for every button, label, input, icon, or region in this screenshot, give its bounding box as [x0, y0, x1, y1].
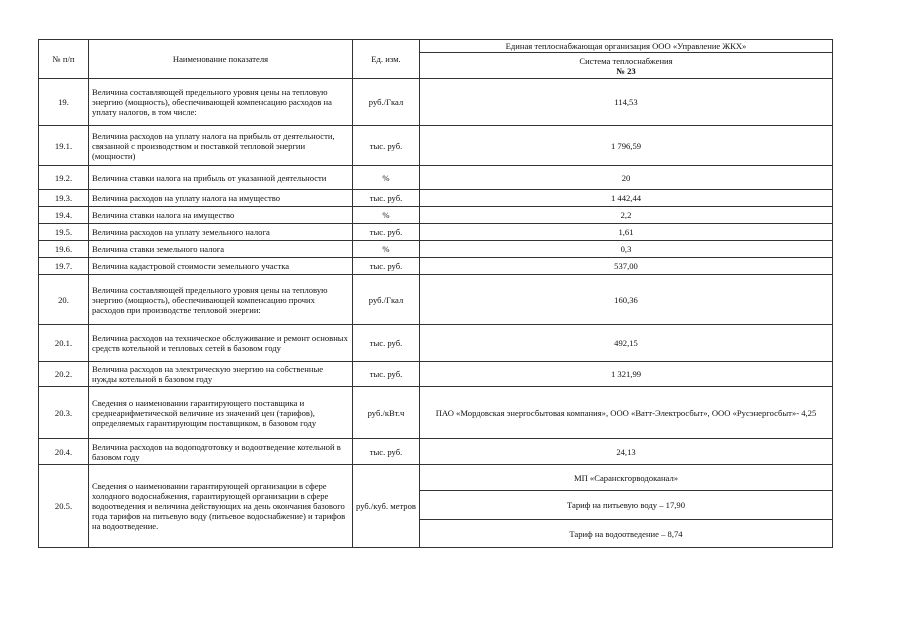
- table-row: [39, 387, 833, 439]
- row-value: 492,15: [420, 325, 833, 362]
- row-name: Величина ставки земельного налога: [89, 241, 353, 258]
- system-label: Система теплоснабжения: [579, 55, 673, 66]
- row-num: 20.3.: [39, 387, 89, 439]
- row-unit: тыс. руб.: [353, 126, 420, 166]
- table-row: [39, 224, 833, 241]
- header-org: Единая теплоснабжающая организация ООО «Управление ЖКХ»: [420, 40, 833, 53]
- row-name: Величина расходов на водоподготовку и водоотведение котельной в базовом году: [89, 439, 353, 465]
- row-name: Величина ставки налога на прибыль от указанной деятельности: [89, 166, 353, 190]
- table-row: [39, 207, 833, 224]
- row-value: 1 796,59: [420, 126, 833, 166]
- row-value: 1,61: [420, 224, 833, 241]
- row-num: 19.1.: [39, 126, 89, 166]
- row-value: 1 442,44: [420, 190, 833, 207]
- header-name: Наименование показателя: [89, 40, 353, 79]
- table-row: [39, 126, 833, 166]
- row-num: 20.2.: [39, 362, 89, 387]
- row-num: 19.2.: [39, 166, 89, 190]
- header-unit: Ед. изм.: [353, 40, 420, 79]
- table-row: [39, 275, 833, 325]
- row-num: 19.5.: [39, 224, 89, 241]
- row-unit: руб./Гкал: [353, 275, 420, 325]
- row-num: 19.: [39, 79, 89, 126]
- row-value: 20: [420, 166, 833, 190]
- row-num: 19.7.: [39, 258, 89, 275]
- row-value: ПАО «Мордовская энергосбытовая компания», ООО «Ватт-Электросбыт», ООО «Русэнергосбыт»- 4,25: [420, 387, 833, 439]
- row-value: 2,2: [420, 207, 833, 224]
- table-row: [39, 166, 833, 190]
- row-unit: тыс. руб.: [353, 362, 420, 387]
- row-unit: руб./кВт.ч: [353, 387, 420, 439]
- row-unit: тыс. руб.: [353, 325, 420, 362]
- row-unit: руб./куб. метров: [353, 465, 420, 548]
- row-name: Величина расходов на уплату земельного налога: [89, 224, 353, 241]
- header-num: № п/п: [39, 40, 89, 79]
- table-row: [39, 439, 833, 465]
- row-name: Величина расходов на техническое обслуживание и ремонт основных средств котельной и тепловых сетей в базовом году: [89, 325, 353, 362]
- row-num: 20.4.: [39, 439, 89, 465]
- table-row: [39, 325, 833, 362]
- table-row: [39, 258, 833, 275]
- table-row: [39, 79, 833, 126]
- row-value: 0,3: [420, 241, 833, 258]
- row-name: Величина расходов на электрическую энергию на собственные нужды котельной в базовом году: [89, 362, 353, 387]
- row-num: 19.6.: [39, 241, 89, 258]
- row-name: Величина расходов на уплату налога на имущество: [89, 190, 353, 207]
- row-value: 537,00: [420, 258, 833, 275]
- row-num: 19.4.: [39, 207, 89, 224]
- row-unit: тыс. руб.: [353, 224, 420, 241]
- table-row: [39, 465, 833, 491]
- tariff-table: [38, 39, 833, 548]
- row-value: 160,36: [420, 275, 833, 325]
- row-unit: тыс. руб.: [353, 190, 420, 207]
- row-unit: %: [353, 166, 420, 190]
- table-row: [39, 241, 833, 258]
- row-unit: %: [353, 241, 420, 258]
- row-value: 24,13: [420, 439, 833, 465]
- row-name: Величина составляющей предельного уровня цены на тепловую энергию (мощность), обеспечивающей компенсацию расходов на уплату налогов, в том числе:: [89, 79, 353, 126]
- row-name: Величина составляющей предельного уровня цены на тепловую энергию (мощность), обеспечивающей компенсацию прочих расходов при производстве тепловой энергии:: [89, 275, 353, 325]
- row-name: Сведения о наименовании гарантирующей организации в сфере холодного водоснабжения, гарантирующей организации в сфере водоотведения и величина действующих на день окончания базового года тарифов на питьевую воду (питьевое водоснабжение) и тарифов на водоотведение.: [89, 465, 353, 548]
- row-name: Сведения о наименовании гарантирующего поставщика и среднеарифметической величине из значений цен (тарифов), определяемых гарантирующим поставщиком, в базовом году: [89, 387, 353, 439]
- row-unit: тыс. руб.: [353, 258, 420, 275]
- row-name: Величина расходов на уплату налога на прибыль от деятельности, связанной с производством и поставкой тепловой энергии (мощности): [89, 126, 353, 166]
- row-value: 1 321,99: [420, 362, 833, 387]
- row-name: Величина кадастровой стоимости земельного участка: [89, 258, 353, 275]
- table-row: [39, 190, 833, 207]
- system-number: № 23: [616, 65, 636, 76]
- row-unit: тыс. руб.: [353, 439, 420, 465]
- row-name: Величина ставки налога на имущество: [89, 207, 353, 224]
- row-value-org: МП «Саранскгорводоканал»: [420, 465, 833, 491]
- row-num: 20.5.: [39, 465, 89, 548]
- row-value-sewer: Тариф на водоотведение – 8,74: [420, 520, 833, 548]
- header-system: [420, 53, 833, 79]
- row-value: 114,53: [420, 79, 833, 126]
- row-unit: %: [353, 207, 420, 224]
- row-num: 19.3.: [39, 190, 89, 207]
- row-num: 20.: [39, 275, 89, 325]
- row-num: 20.1.: [39, 325, 89, 362]
- row-value-water: Тариф на питьевую воду – 17,90: [420, 491, 833, 520]
- row-unit: руб./Гкал: [353, 79, 420, 126]
- header-row: [39, 40, 833, 53]
- table-row: [39, 362, 833, 387]
